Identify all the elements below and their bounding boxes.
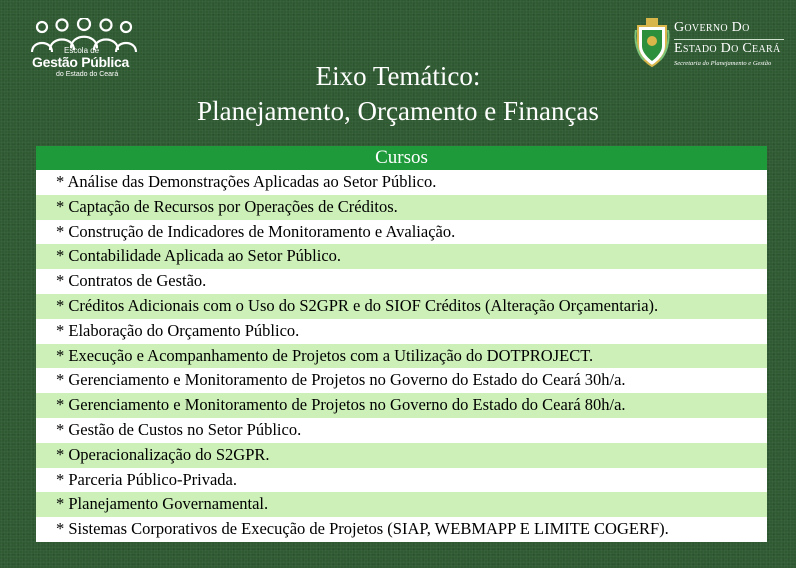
table-row: * Captação de Recursos por Operações de Créditos. [36, 195, 767, 220]
table-row: * Contratos de Gestão. [36, 269, 767, 294]
logo-estado-ceara-text: Estado Do Ceará [674, 41, 781, 56]
table-row: * Parceria Público-Privada. [36, 468, 767, 493]
table-row: * Gerenciamento e Monitoramento de Projetos no Governo do Estado do Ceará 30h/a. [36, 368, 767, 393]
table-row: * Gerenciamento e Monitoramento de Projetos no Governo do Estado do Ceará 80h/a. [36, 393, 767, 418]
table-header: Cursos [36, 146, 767, 170]
table-row: * Elaboração do Orçamento Público. [36, 319, 767, 344]
page-title-line2: Planejamento, Orçamento e Finanças [197, 96, 599, 126]
logo-estado-text: do Estado do Ceará [56, 71, 119, 78]
logo-secretaria-text: Secretaria do Planejamento e Gestão [674, 60, 772, 67]
logo-divider [674, 39, 784, 40]
page-title-line1: Eixo Temático: [315, 61, 481, 91]
table-row: * Operacionalização do S2GPR. [36, 443, 767, 468]
table-row: * Planejamento Governamental. [36, 492, 767, 517]
logo-escola-text: Escola de [64, 46, 100, 55]
logo-gestao-text: Gestão Pública [32, 54, 129, 70]
table-row: * Execução e Acompanhamento de Projetos com a Utilização do DOTPROJECT. [36, 344, 767, 369]
table-row: * Construção de Indicadores de Monitoramento e Avaliação. [36, 220, 767, 245]
table-row: * Gestão de Custos no Setor Público. [36, 418, 767, 443]
table-row: * Análise das Demonstrações Aplicadas ao Setor Público. [36, 170, 767, 195]
logo-governo-text: Governo Do [674, 20, 750, 35]
table-row: * Sistemas Corporativos de Execução de Projetos (SIAP, WEBMAPP E LIMITE COGERF). [36, 517, 767, 542]
table-row: * Contabilidade Aplicada ao Setor Público. [36, 244, 767, 269]
courses-table [36, 146, 767, 542]
table-row: * Créditos Adicionais com o Uso do S2GPR e do SIOF Créditos (Alteração Orçamentaria). [36, 294, 767, 319]
